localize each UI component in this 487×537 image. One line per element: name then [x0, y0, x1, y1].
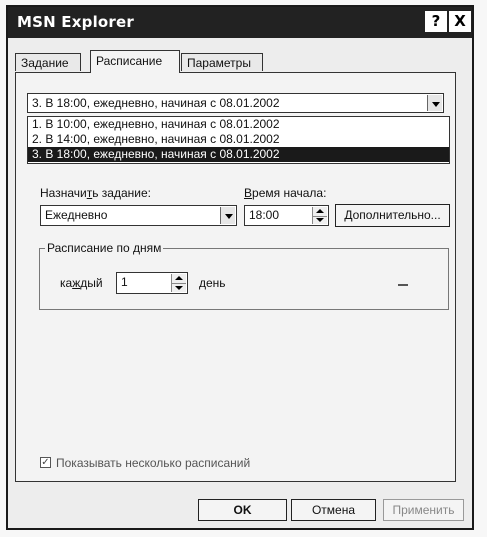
schedule-option[interactable]: 2. В 14:00, ежедневно, начиная с 08.01.2002 [32, 132, 280, 146]
schedule-option-selected[interactable]: 3. В 18:00, ежедневно, начиная с 08.01.2002 [28, 147, 449, 162]
start-time-value: 18:00 [249, 208, 280, 222]
tab-settings[interactable]: Параметры [181, 53, 263, 71]
advanced-button-label: ополнительно... [352, 208, 441, 222]
every-label-part: ка [60, 276, 73, 290]
advanced-button-accel: Д [344, 208, 353, 222]
divider [398, 284, 408, 286]
daily-schedule-legend: Расписание по дням [47, 241, 162, 255]
window-title: MSN Explorer [17, 13, 134, 31]
spin-divider [172, 283, 186, 284]
task-label-part: Назначи [40, 186, 87, 200]
tab-task[interactable]: Задание [15, 53, 81, 71]
start-time-spinner[interactable] [244, 205, 329, 226]
start-time-label-accel: В [244, 186, 253, 200]
multi-schedule-checkbox[interactable]: ✓ [41, 457, 50, 468]
task-label [40, 186, 151, 200]
advanced-button[interactable] [335, 204, 450, 227]
start-time-label-part: ремя начала: [252, 186, 327, 200]
task-frequency-select[interactable] [40, 205, 237, 226]
spin-divider [313, 216, 327, 217]
spin-down-icon[interactable] [175, 286, 183, 290]
ok-button[interactable]: OK [198, 499, 287, 521]
spin-buttons[interactable] [312, 207, 327, 224]
dropdown-arrow-icon[interactable] [220, 207, 235, 224]
task-label-part: ь задание: [92, 186, 151, 200]
every-label-part: дый [80, 276, 103, 290]
day-interval-value: 1 [121, 275, 128, 289]
every-label [60, 276, 103, 290]
multi-schedule-label: Показывать несколько расписаний [56, 456, 251, 470]
schedule-dropdown-list [27, 116, 450, 164]
spin-up-icon[interactable] [316, 209, 324, 213]
cancel-button[interactable]: Отмена [291, 499, 376, 521]
title-bar [8, 7, 472, 38]
task-frequency-value: Ежедневно [45, 208, 108, 222]
apply-button[interactable]: Применить [383, 499, 464, 521]
spin-up-icon[interactable] [175, 276, 183, 280]
spin-down-icon[interactable] [316, 218, 324, 222]
day-unit-label: день [199, 276, 226, 290]
dropdown-arrow-icon[interactable] [427, 95, 442, 111]
every-label-accel: ж [72, 276, 81, 290]
task-label-accel: т [86, 186, 93, 200]
schedule-select-value: 3. В 18:00, ежедневно, начиная с 08.01.2002 [32, 96, 280, 110]
day-interval-spinner[interactable] [116, 272, 188, 294]
start-time-label [244, 186, 326, 200]
spin-buttons[interactable] [171, 274, 186, 292]
help-button[interactable]: ? [425, 11, 447, 32]
tab-schedule[interactable]: Расписание [90, 50, 180, 73]
schedule-option[interactable]: 1. В 10:00, ежедневно, начиная с 08.01.2002 [32, 117, 280, 131]
close-button[interactable]: X [449, 11, 471, 32]
schedule-select[interactable] [27, 93, 444, 113]
